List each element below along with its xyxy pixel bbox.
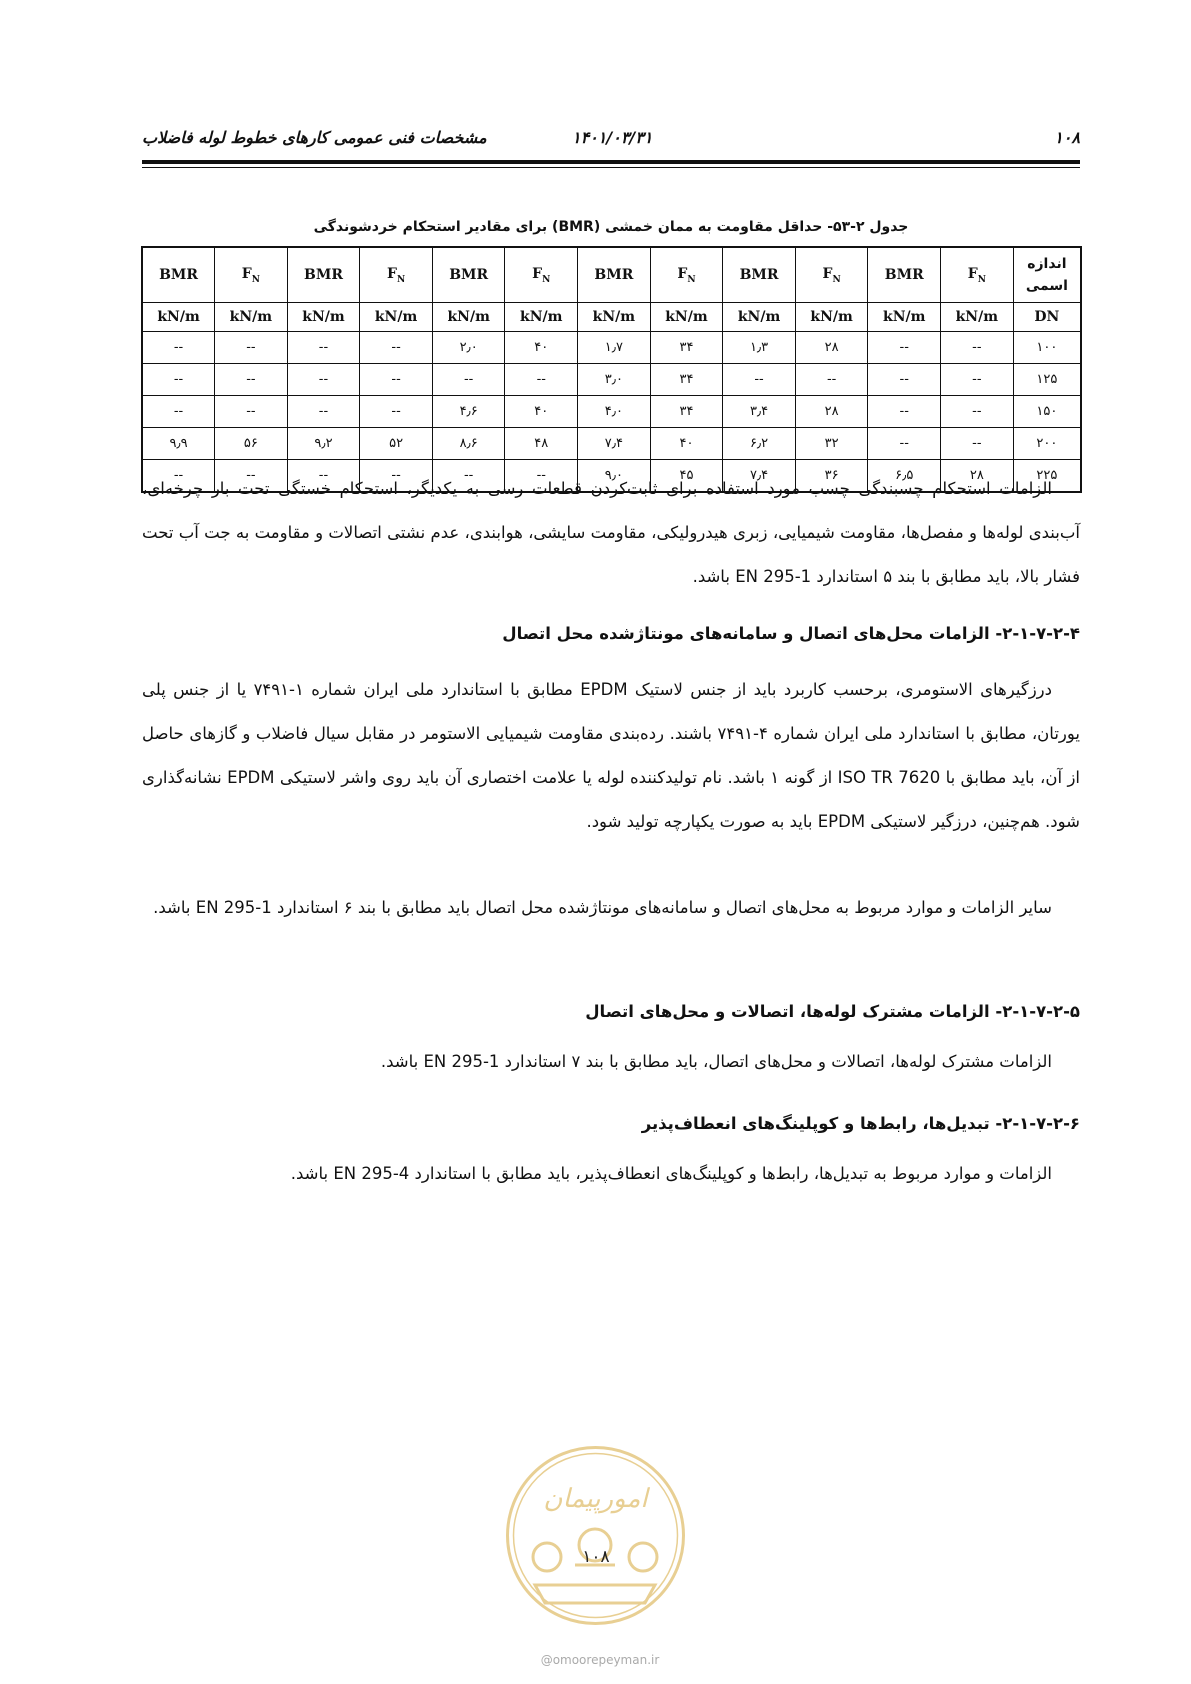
table-cell: -- [868,332,941,364]
table-cell: -- [287,364,360,396]
table-cell: -- [215,332,288,364]
table-cell: ۶٫۵ [868,460,941,493]
dn-cell: ۱۰۰ [1013,332,1081,364]
table-cell: -- [723,364,796,396]
table-cell: ۹٫۲ [287,428,360,460]
table-cell: ۳٫۴ [723,396,796,428]
table-cell: ۷٫۴ [723,460,796,493]
unit-header: kN/m [868,303,941,332]
unit-header: kN/m [432,303,505,332]
table-cell: -- [360,364,433,396]
paragraph-common-requirements: الزامات مشترک لوله‌ها، اتصالات و محل‌های اتصال، باید مطابق با بند ۷ استاندارد EN 295-1 باشد. [380,1052,1052,1071]
table-row [142,332,1081,364]
fn-header: $F_N$ [215,247,288,303]
fn-header: $F_N$ [650,247,723,303]
table-cell: -- [287,396,360,428]
unit-header: kN/m [505,303,578,332]
dn-header-line2: اسمی [1025,278,1068,294]
seal-text: امورپیمان [543,1484,648,1514]
table-cell: ۹٫۹ [142,428,215,460]
dn-cell: ۲۰۰ [1013,428,1081,460]
unit-header: kN/m [578,303,651,332]
unit-header: kN/m [650,303,723,332]
table-cell: ۴۰ [505,332,578,364]
dn-unit-header: DN [1013,303,1081,332]
table-cell: ۱٫۷ [578,332,651,364]
table-row [142,396,1081,428]
fn-subscript: N [687,274,696,285]
table-cell: ۲٫۰ [432,332,505,364]
unit-header: kN/m [795,303,868,332]
unit-header: kN/m [360,303,433,332]
table-cell: -- [941,396,1014,428]
table-cell: ۳۴ [650,332,723,364]
table-cell: ۴۰ [650,428,723,460]
table-cell: ۳۶ [795,460,868,493]
header-page-number: ۱۰۸ [1054,128,1080,147]
fn-header: $F_N$ [505,247,578,303]
bmr-header: BMR [578,247,651,303]
table-cell: ۲۸ [941,460,1014,493]
table-cell: -- [505,364,578,396]
table-cell: -- [142,364,215,396]
table-cell: ۴۸ [505,428,578,460]
table-cell: ۱٫۳ [723,332,796,364]
table-cell: -- [941,428,1014,460]
table-row [142,428,1081,460]
table-cell: ۲۸ [795,396,868,428]
watermark-handle: @omoorepeyman.ir [540,1653,660,1667]
table-cell: ۲۸ [795,332,868,364]
fn-subscript: N [542,274,551,285]
table-cell: ۴۵ [650,460,723,493]
table-cell: ۳۲ [795,428,868,460]
table-cell: ۶٫۲ [723,428,796,460]
table-cell: -- [287,332,360,364]
fn-subscript: N [396,274,406,285]
bmr-table [141,246,1082,493]
paragraph-other-requirements: سایر الزامات و موارد مربوط به محل‌های اتصال و سامانه‌های مونتاژشده محل اتصال باید مطابق با بند ۶ استاندارد EN 295-1 باشد. [153,898,1052,917]
table-cell: -- [142,460,215,493]
fn-header: $F_N$ [941,247,1014,303]
table-cell: ۳۴ [650,364,723,396]
seal-logo [505,1445,686,1626]
unit-header: kN/m [287,303,360,332]
fn-subscript: N [977,274,986,285]
dn-header [1013,247,1081,303]
section-heading-5: ۲-۱-۷-۲-۵- الزامات مشترک لوله‌ها، اتصالات و محل‌های اتصال [585,1002,1080,1021]
table-cell: ۴٫۰ [578,396,651,428]
table-cell: -- [941,332,1014,364]
table-cell: ۴۰ [505,396,578,428]
table-cell: -- [505,460,578,493]
table-row [142,364,1081,396]
fn-header: $F_N$ [360,247,433,303]
dn-header-line1: اندازه [1027,256,1067,272]
table-caption: جدول ۲-۵۳- حداقل مقاومت به ممان خمشی (BMR) برای مقادیر استحکام خردشوندگی [313,219,909,235]
table-cell: -- [215,364,288,396]
table-cell: ۳۴ [650,396,723,428]
table-cell: -- [795,364,868,396]
fn-header: $F_N$ [795,247,868,303]
table-cell: -- [360,396,433,428]
page-header [142,128,1080,154]
dn-cell: ۱۵۰ [1013,396,1081,428]
paragraph-gaskets: درزگیرهای الاستومری، برحسب کاربرد باید از جنس لاستیک EPDM مطابق با استاندارد ملی ایران شماره ۱-۷۴۹۱ یا از جنس پلی یورتان، مطابق با استاندارد ملی ایران شماره ۴-۷۴۹۱ باشند. رده‌بندی مقاومت شیمیایی الاستومر در مقابل سیال فاضلاب و گازهای حاصل از آن، باید مطابق با ISO TR 7620 از گونه ۱ باشد. نام تولیدکننده لوله یا علامت اختصاری آن باید روی واشر لاستیکی EPDM نشانه‌گذاری شود. هم‌چنین، درزگیر لاستیکی EPDM باید به صورت یکپارچه تولید شود. [142,680,1080,831]
paragraph-couplings: الزامات و موارد مربوط به تبدیل‌ها، رابط‌ها و کوپلینگ‌های انعطاف‌پذیر، باید مطابق با استاندارد EN 295-4 باشد. [290,1164,1052,1183]
bmr-header: BMR [723,247,796,303]
table-cell: ۹٫۰ [578,460,651,493]
section-heading-4: ۲-۱-۷-۲-۴- الزامات محل‌های اتصال و سامانه‌های مونتاژشده محل اتصال [502,624,1080,643]
table-cell: ۳٫۰ [578,364,651,396]
dn-cell: ۲۲۵ [1013,460,1081,493]
table-cell: -- [868,364,941,396]
table-cell: ۵۲ [360,428,433,460]
header-rule-thin [142,167,1080,168]
header-rule [142,160,1080,164]
unit-header: kN/m [723,303,796,332]
unit-header: kN/m [941,303,1014,332]
unit-header: kN/m [142,303,215,332]
section-heading-6: ۲-۱-۷-۲-۶- تبدیل‌ها، رابط‌ها و کوپلینگ‌های انعطاف‌پذیر [641,1114,1080,1133]
table-cell: -- [215,460,288,493]
dn-cell: ۱۲۵ [1013,364,1081,396]
table-cell: ۷٫۴ [578,428,651,460]
table-cell: ۴٫۶ [432,396,505,428]
header-title: مشخصات فنی عمومی کارهای خطوط لوله فاضلاب [142,128,487,147]
fn-subscript: N [251,274,260,285]
table-cell: -- [360,332,433,364]
table-cell: -- [142,332,215,364]
header-date: ۱۴۰۱/۰۳/۳۱ [572,128,653,147]
table-cell: -- [868,428,941,460]
footer-page-number: ۱۰۸ [582,1547,610,1567]
table-cell: -- [142,396,215,428]
table-cell: -- [360,460,433,493]
bmr-header: BMR [287,247,360,303]
table-cell: -- [287,460,360,493]
bmr-header: BMR [432,247,505,303]
table-cell: -- [215,396,288,428]
table-cell: ۵۶ [215,428,288,460]
table-cell: -- [868,396,941,428]
bmr-header: BMR [142,247,215,303]
paragraph-adhesion: الزامات استحکام چسبندگی چسب مورد استفاده برای ثابت‌کردن قطعات رسی به یکدیگر، استحکام خستگی تحت بار چرخه‌ای، آب‌بندی لوله‌ها و مفصل‌ها، مقاومت شیمیایی، زبری هیدرولیکی، مقاومت سایشی، هوابندی، عدم نشتی اتصالات و مقاومت به جت آب تحت فشار بالا، باید مطابق با بند ۵ استاندارد EN 295-1 باشد. [142,479,1080,586]
table-cell: -- [941,364,1014,396]
fn-subscript: N [832,274,841,285]
table-cell: ۸٫۶ [432,428,505,460]
table-cell: -- [432,460,505,493]
unit-header: kN/m [215,303,288,332]
table-cell: -- [432,364,505,396]
bmr-header: BMR [868,247,941,303]
